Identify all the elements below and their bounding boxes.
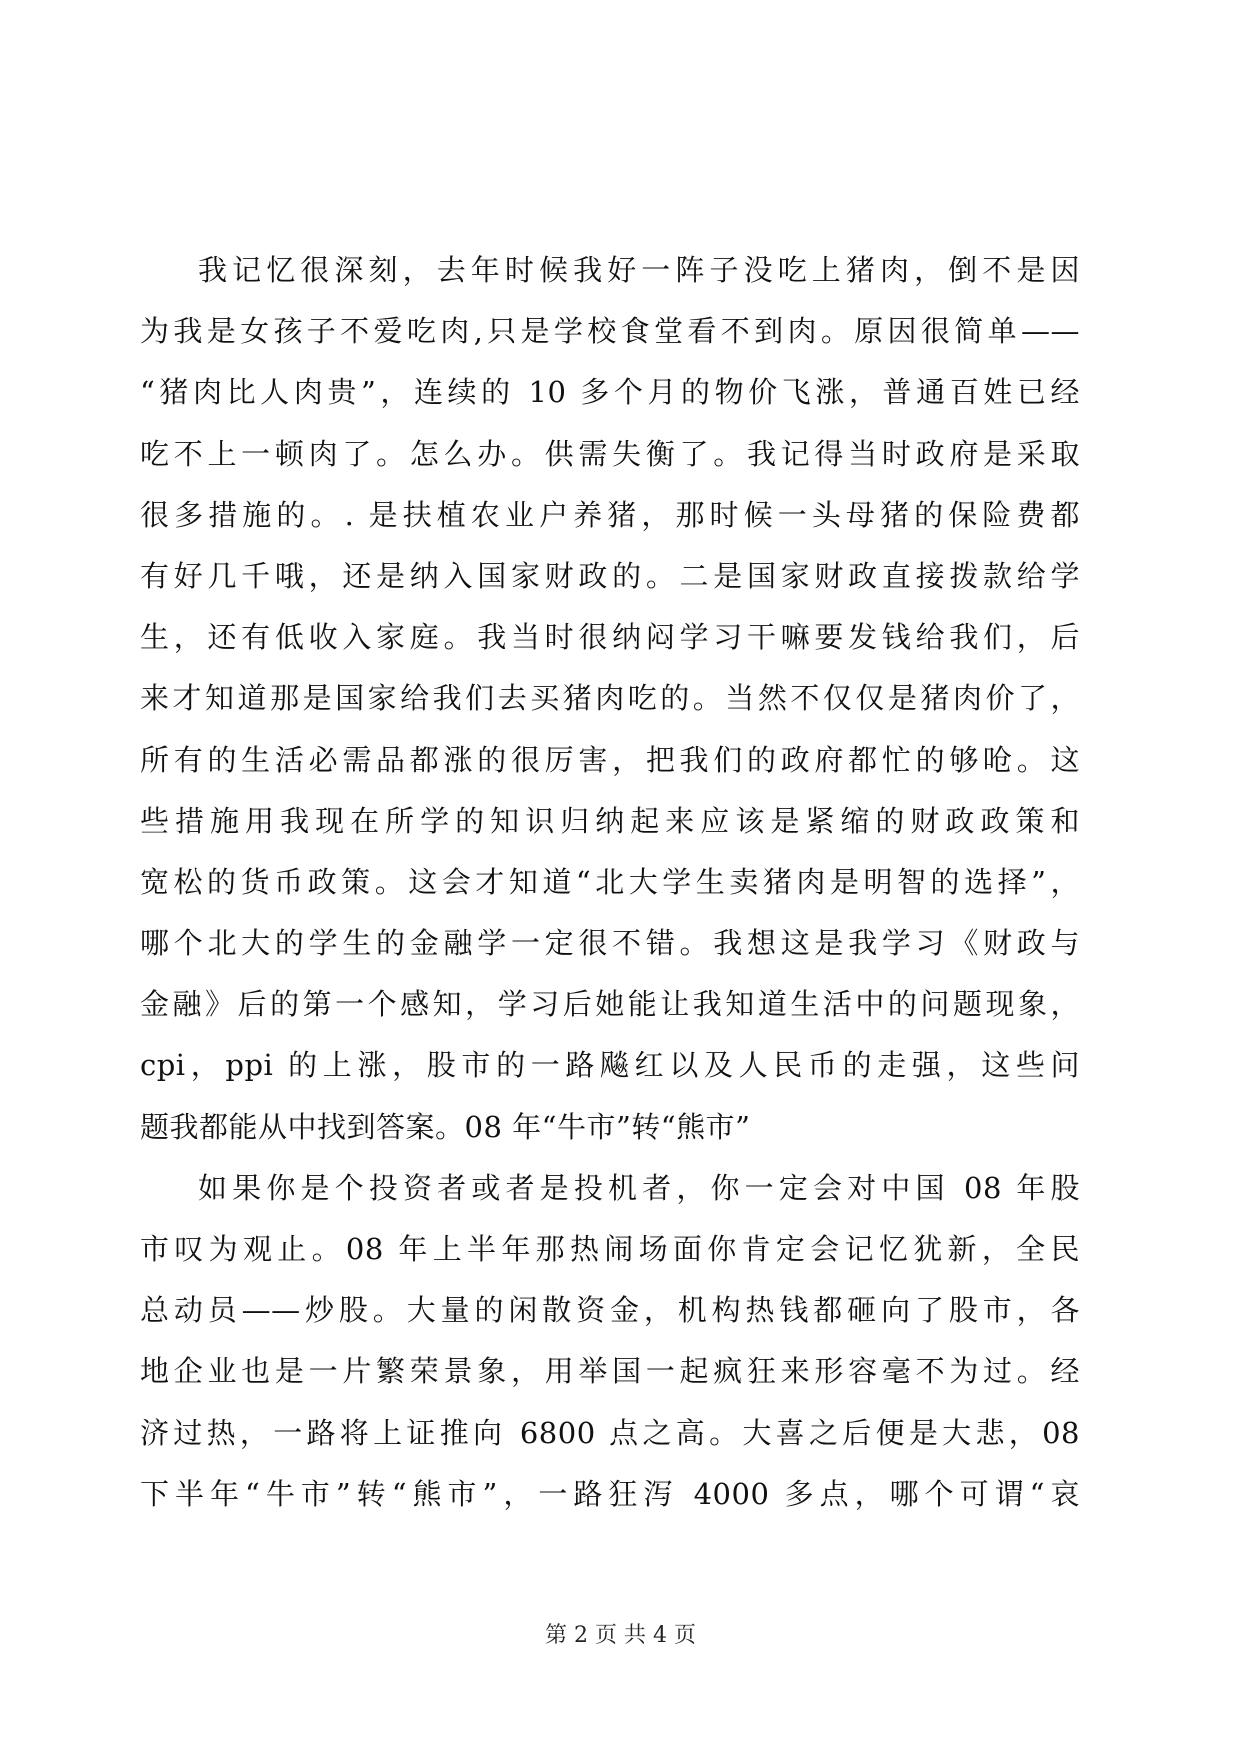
text-line: 济过热，一路将上证推向 6800 点之高。大喜之后便是大悲，08: [140, 1415, 1080, 1450]
text-line: 生，还有低收入家庭。我当时很纳闷学习干嘛要发钱给我们，后: [140, 620, 1080, 655]
text-line: 来才知道那是国家给我们去买猪肉吃的。当然不仅仅是猪肉价了，: [140, 681, 1080, 716]
text-line: 吃不上一顿肉了。怎么办。供需失衡了。我记得当时政府是采取: [140, 436, 1080, 471]
text-line: 很多措施的。. 是扶植农业户养猪，那时候一头母猪的保险费都: [140, 497, 1080, 532]
paragraph-2: [140, 1158, 1080, 1525]
text-line: 哪个北大的学生的金融学一定很不错。我想这是我学习《财政与: [140, 926, 1080, 961]
text-line: cpi，ppi 的上涨，股市的一路飚红以及人民币的走强，这些问: [140, 1048, 1080, 1083]
text-line: 宽松的货币政策。这会才知道“北大学生卖猪肉是明智的选择”，: [140, 864, 1080, 899]
text-line: 题我都能从中找到答案。08 年“牛市”转“熊市”: [140, 1109, 751, 1144]
text-line: 总动员——炒股。大量的闲散资金，机构热钱都砸向了股市，各: [140, 1293, 1080, 1328]
text-line: 有好几千哦，还是纳入国家财政的。二是国家财政直接拨款给学: [140, 558, 1080, 593]
text-line: 所有的生活必需品都涨的很厉害，把我们的政府都忙的够呛。这: [140, 742, 1080, 777]
page-indicator: 第 2 页 共 4 页: [545, 1623, 696, 1648]
text-line: “猪肉比人肉贵”，连续的 10 多个月的物价飞涨，普通百姓已经: [140, 375, 1080, 410]
text-line: 市叹为观止。08 年上半年那热闹场面你肯定会记忆犹新，全民: [140, 1232, 1080, 1266]
text-line: 地企业也是一片繁荣景象，用举国一起疯狂来形容毫不为过。经: [140, 1354, 1080, 1389]
text-line: 我记忆很深刻，去年时候我好一阵子没吃上猪肉，倒不是因: [198, 253, 1080, 287]
page-footer: [0, 1618, 1241, 1649]
text-line: 金融》后的第一个感知，学习后她能让我知道生活中的问题现象，: [140, 987, 1080, 1022]
document-body: [140, 240, 1080, 1525]
text-line: 些措施用我现在所学的知识归纳起来应该是紧缩的财政政策和: [140, 803, 1080, 838]
text-line: 下半年“牛市”转“熊市”，一路狂泻 4000 多点，哪个可谓“哀: [140, 1476, 1080, 1511]
text-line: 如果你是个投资者或者是投机者，你一定会对中国 08 年股: [198, 1170, 1080, 1205]
paragraph-1: [140, 240, 1080, 1158]
text-line: 为我是女孩子不爱吃肉,只是学校食堂看不到肉。原因很简单——: [140, 314, 1080, 349]
